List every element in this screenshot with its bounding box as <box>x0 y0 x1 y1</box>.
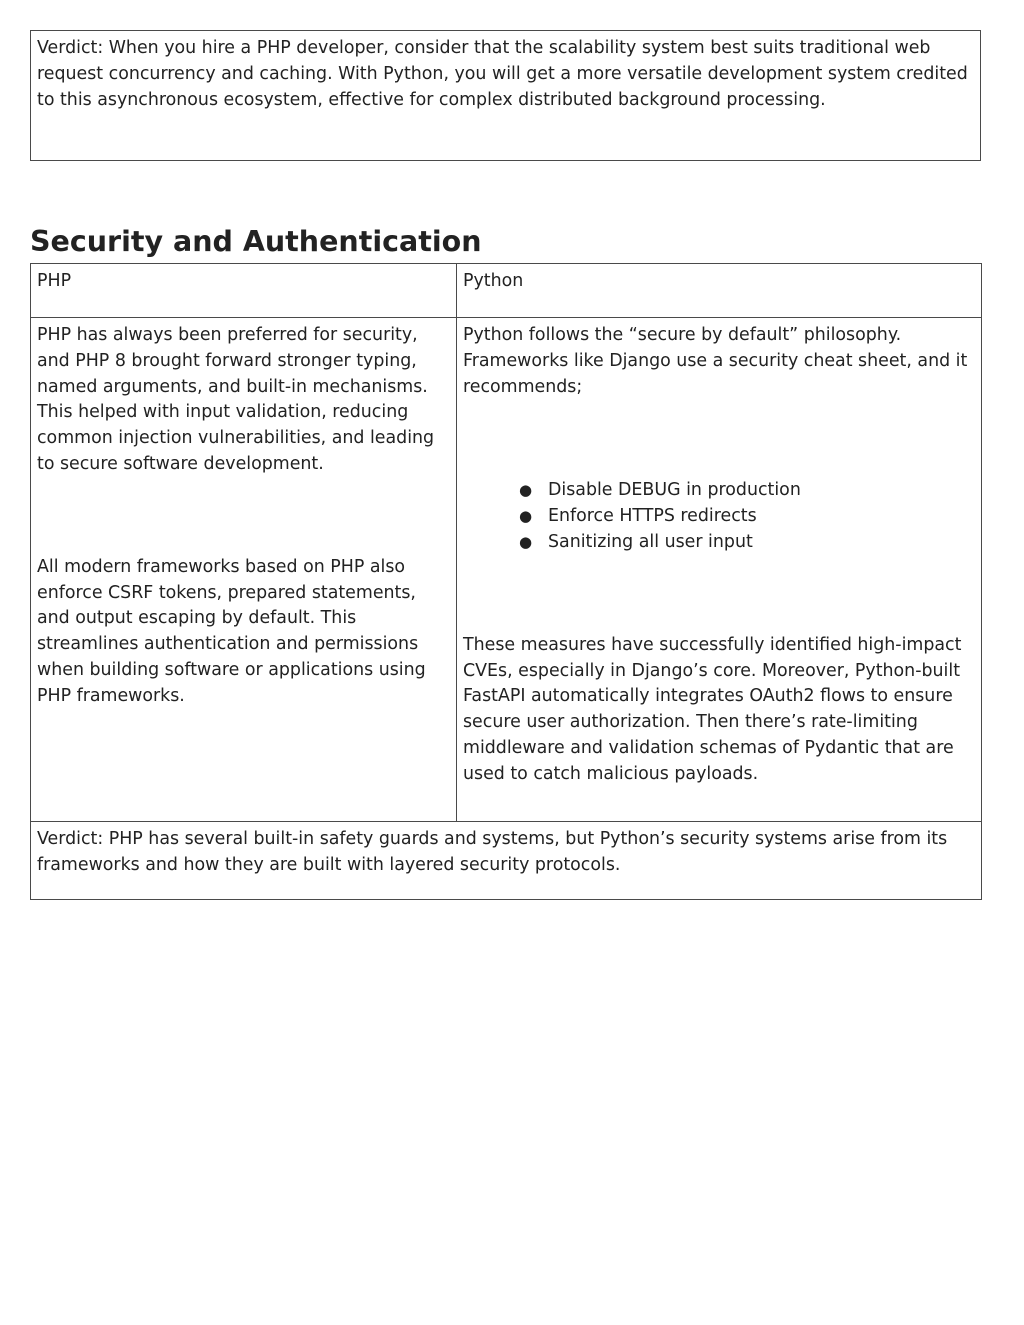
header-cell-php: PHP <box>31 264 457 318</box>
list-item-text: Disable DEBUG in production <box>548 480 801 501</box>
list-item-text: Sanitizing all user input <box>548 531 753 552</box>
list-item <box>519 504 975 530</box>
bullet-icon: ● <box>519 532 533 551</box>
recommendations-list <box>463 478 975 555</box>
verdict-row <box>31 822 982 900</box>
section-heading: Security and Authentication <box>30 225 482 258</box>
python-cell <box>457 318 982 822</box>
python-intro: Python follows the “secure by default” philosophy. Frameworks like Django use a security cheat sheet, and it recommends; <box>463 325 968 397</box>
security-comparison-table <box>30 263 982 900</box>
list-item <box>519 478 975 504</box>
scalability-verdict-text: Verdict: When you hire a PHP developer, consider that the scalability system best suits traditional web request concurrency and caching. With Python, you will get a more versatile development system credited to this asynchronous ecosystem, effective for complex distributed background processing. <box>37 38 968 110</box>
scalability-verdict-box <box>30 30 981 161</box>
list-item <box>519 530 975 556</box>
php-paragraph: PHP has always been preferred for security, and PHP 8 brought forward stronger typing, named arguments, and built-in mechanisms. This helped with input validation, reducing common injection vulnerabilities, and leading to secure software development. <box>37 325 435 474</box>
list-item-text: Enforce HTTPS redirects <box>548 506 757 527</box>
table-body-row <box>31 318 982 822</box>
python-outro: These measures have successfully identified high-impact CVEs, especially in Django’s core. Moreover, Python-built FastAPI automatically integrates OAuth2 flows to ensure secure user authorization. Then there’s rate-limiting middleware and validation schemas of Pydantic that are used to catch malicious payloads. <box>463 634 962 784</box>
table-header-row <box>31 264 982 318</box>
paragraph-spacer <box>463 556 975 633</box>
bullet-icon: ● <box>519 481 533 500</box>
php-cell <box>31 318 457 822</box>
bullet-icon: ● <box>519 507 533 526</box>
paragraph-spacer <box>37 478 450 555</box>
php-paragraph: All modern frameworks based on PHP also enforce CSRF tokens, prepared statements, and output escaping by default. This streamlines authentication and permissions when building software or applications using PHP frameworks. <box>37 556 426 706</box>
paragraph-spacer <box>463 400 975 478</box>
header-cell-python: Python <box>457 264 982 318</box>
security-verdict-cell: Verdict: PHP has several built-in safety guards and systems, but Python’s security systems arise from its frameworks and how they are built with layered security protocols. <box>31 822 982 900</box>
